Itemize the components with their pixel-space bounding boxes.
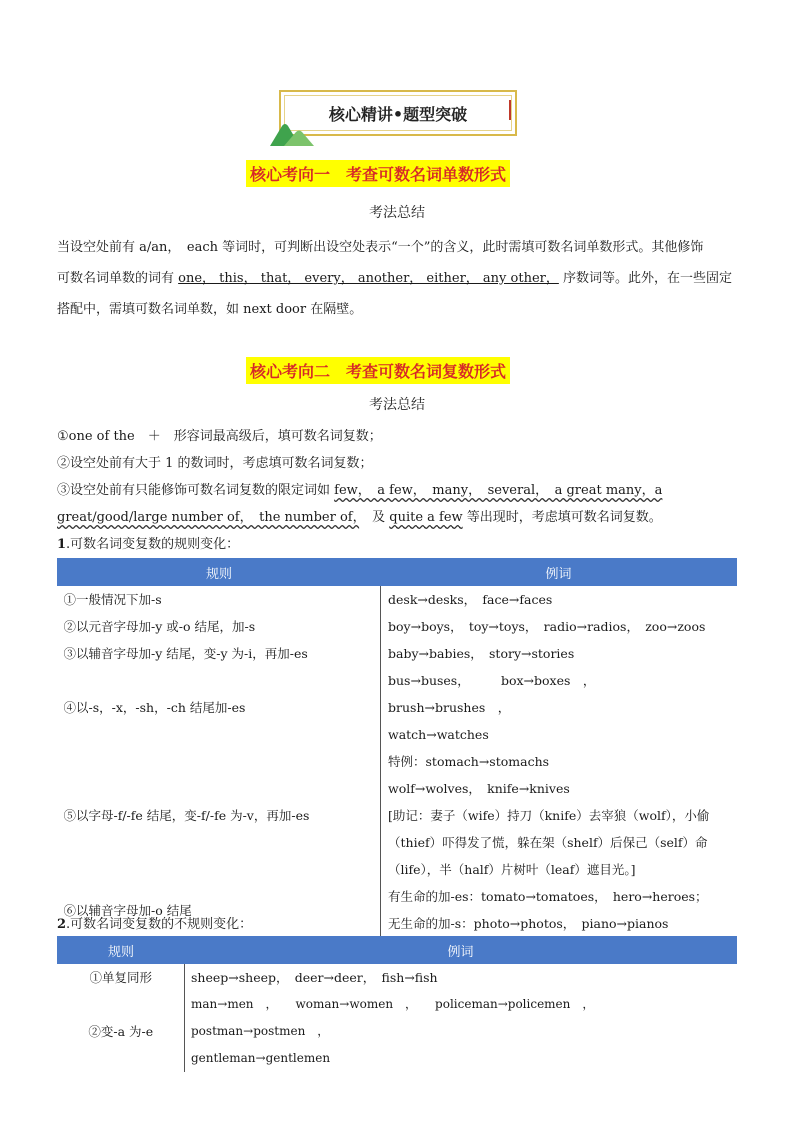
example-cell: boy→boys， toy→toys， radio→radios， zoo→zoos	[388, 619, 706, 634]
table-row	[58, 667, 737, 748]
example-line: 特例：stomach→stomachs	[388, 753, 550, 769]
rule-cell: ①单复同形	[58, 964, 185, 991]
line4-post: 等出现时，考虑填可数名词复数。	[462, 510, 662, 525]
line2-post: 序数词等。此外，在一些固定	[558, 271, 732, 286]
table2-col-rule: 规则	[58, 937, 185, 964]
rule-cell: ①一般情况下加-s	[58, 586, 381, 613]
section1-title: 核心考向一 考查可数名词单数形式	[246, 160, 510, 187]
example-line: [助记：妻子（wife）持刀（knife）去宰狼（wolf），小偷	[388, 807, 710, 823]
section2-line1: ①one of the ＋ 形容词最高级后，填可数名词复数；	[57, 429, 382, 444]
example-line: gentleman→gentlemen	[191, 1050, 331, 1065]
example-line: 无生命的加-s：photo→photos， piano→pianos	[388, 915, 669, 931]
example-line: watch→watches	[388, 726, 489, 742]
table1-heading-text: .可数名词变复数的规则变化：	[66, 537, 240, 552]
table2-heading	[57, 913, 252, 932]
line3-pre: ③设空处前有只能修饰可数名词复数的限定词如	[57, 483, 335, 498]
section2-line3	[57, 479, 662, 498]
section2-title: 核心考向二 考查可数名词复数形式	[246, 357, 510, 384]
table1-heading-num: 1	[57, 537, 67, 552]
banner-title: 核心精讲•题型突破	[328, 105, 468, 124]
wavy-words-2: great/good/large number of， the number of，	[57, 510, 360, 525]
table1-col-example: 例词	[381, 559, 737, 586]
rule-cell: ③以辅音字母加-y 结尾，变-y 为-i，再加-es	[58, 640, 381, 667]
underlined-words: one， this， that， every， another， either， any other，	[178, 271, 559, 286]
wavy-words-1: few， a few， many， several， a great many，a	[334, 483, 663, 498]
rule-cell: ⑤以字母-f/-fe 结尾，变-f/-fe 为-v，再加-es	[58, 748, 381, 883]
rule-cell: ②变-a 为-e	[58, 991, 185, 1072]
rule-cell: ②以元音字母加-y 或-o 结尾，加-s	[58, 613, 381, 640]
table-row	[58, 613, 737, 640]
table-row	[58, 991, 737, 1072]
section1-subtitle: 考法总结	[369, 205, 425, 221]
irregular-plural-table	[57, 936, 737, 1072]
section1-line1: 当设空处前有 a/an， each 等词时，可判断出设空处表示“一个”的含义，此时需填可数名词单数形式。其他修饰	[57, 240, 704, 255]
example-cell: baby→babies， story→stories	[388, 646, 575, 661]
section2-line4	[57, 506, 662, 525]
table-row	[58, 748, 737, 883]
example-line: （life），半（half）片树叶（leaf）遮目光。]	[388, 861, 636, 877]
table1-col-rule: 规则	[58, 559, 381, 586]
banner-accent-bar	[509, 100, 511, 120]
line4-mid: 及	[359, 510, 390, 525]
example-cell	[381, 748, 737, 883]
example-cell	[185, 991, 737, 1072]
section2-subtitle: 考法总结	[369, 397, 425, 413]
table-row	[58, 964, 737, 991]
table1-heading	[57, 533, 239, 552]
mountains-icon	[270, 118, 314, 146]
example-cell: sheep→sheep， deer→deer， fish→fish	[191, 970, 438, 986]
example-line: （thief）吓得发了慌，躲在架（shelf）后保己（self）命	[388, 834, 708, 850]
example-cell: desk→desks， face→faces	[388, 592, 553, 608]
example-line: bus→buses， box→boxes ， brush→brushes ，	[388, 672, 627, 715]
example-line: 有生命的加-es：tomato→tomatoes， hero→heroes；	[388, 888, 708, 904]
example-line: man→men ， woman→women ， policeman→policemen ， postman→postmen ，	[191, 996, 613, 1038]
rule-cell: ⑥以辅音字母加-o 结尾	[58, 883, 381, 938]
table2-col-example: 例词	[185, 937, 737, 964]
header-banner	[279, 90, 517, 136]
section1-line3: 搭配中，需填可数名词单数，如 next door 在隔壁。	[57, 302, 363, 317]
line2-pre: 可数名词单数的词有	[57, 271, 179, 286]
table-row	[58, 586, 737, 613]
section1-paragraph	[57, 232, 739, 325]
rule-cell: ④以-s，-x，-sh，-ch 结尾加-es	[58, 667, 381, 748]
table2-heading-text: .可数名词变复数的不规则变化：	[66, 917, 253, 932]
example-cell	[381, 883, 737, 938]
example-cell	[381, 667, 737, 748]
table2-heading-num: 2	[57, 917, 67, 932]
example-line: wolf→wolves， knife→knives	[388, 780, 570, 796]
section1-line2	[57, 263, 739, 294]
section2-line2: ②设空处前有大于 1 的数词时，考虑填可数名词复数；	[57, 456, 373, 471]
wavy-words-3: quite a few	[389, 510, 463, 525]
table-row	[58, 640, 737, 667]
regular-plural-table	[57, 558, 737, 938]
